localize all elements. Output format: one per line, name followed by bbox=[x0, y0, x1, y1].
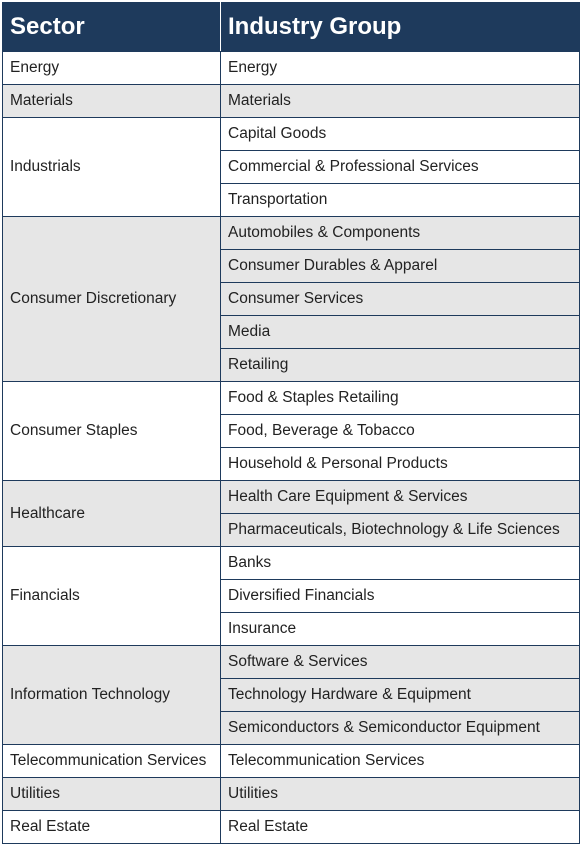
industry-group-cell: Consumer Durables & Apparel bbox=[221, 250, 580, 283]
sector-cell: Healthcare bbox=[3, 481, 221, 547]
table-row bbox=[3, 547, 580, 580]
table-header bbox=[3, 3, 580, 52]
industry-group-cell: Transportation bbox=[221, 184, 580, 217]
table-row bbox=[3, 745, 580, 778]
industry-group-cell: Food & Staples Retailing bbox=[221, 382, 580, 415]
industry-group-cell: Diversified Financials bbox=[221, 580, 580, 613]
sector-cell: Industrials bbox=[3, 118, 221, 217]
industry-group-cell: Semiconductors & Semiconductor Equipment bbox=[221, 712, 580, 745]
industry-group-cell: Software & Services bbox=[221, 646, 580, 679]
industry-group-cell: Household & Personal Products bbox=[221, 448, 580, 481]
industry-group-cell: Banks bbox=[221, 547, 580, 580]
industry-group-cell: Capital Goods bbox=[221, 118, 580, 151]
sector-column-header: Sector bbox=[3, 3, 221, 52]
sector-cell: Consumer Staples bbox=[3, 382, 221, 481]
table-row bbox=[3, 382, 580, 415]
sector-cell: Materials bbox=[3, 85, 221, 118]
sector-cell: Utilities bbox=[3, 778, 221, 811]
table-body bbox=[3, 52, 580, 844]
industry-group-cell: Consumer Services bbox=[221, 283, 580, 316]
industry-group-cell: Insurance bbox=[221, 613, 580, 646]
table-row bbox=[3, 646, 580, 679]
industry-group-cell: Materials bbox=[221, 85, 580, 118]
sector-cell: Telecommunication Services bbox=[3, 745, 221, 778]
industry-group-cell: Automobiles & Components bbox=[221, 217, 580, 250]
industry-group-cell: Media bbox=[221, 316, 580, 349]
sector-cell: Real Estate bbox=[3, 811, 221, 844]
sector-cell: Information Technology bbox=[3, 646, 221, 745]
header-row bbox=[3, 3, 580, 52]
industry-group-cell: Pharmaceuticals, Biotechnology & Life Sciences bbox=[221, 514, 580, 547]
industry-group-cell: Telecommunication Services bbox=[221, 745, 580, 778]
sector-cell: Financials bbox=[3, 547, 221, 646]
industry-group-column-header: Industry Group bbox=[221, 3, 580, 52]
table-row bbox=[3, 118, 580, 151]
industry-group-cell: Health Care Equipment & Services bbox=[221, 481, 580, 514]
table-row bbox=[3, 217, 580, 250]
sector-industry-table bbox=[2, 2, 580, 844]
table-row bbox=[3, 778, 580, 811]
sector-cell: Consumer Discretionary bbox=[3, 217, 221, 382]
sector-cell: Energy bbox=[3, 52, 221, 85]
industry-group-cell: Energy bbox=[221, 52, 580, 85]
industry-group-cell: Retailing bbox=[221, 349, 580, 382]
industry-group-cell: Real Estate bbox=[221, 811, 580, 844]
table-row bbox=[3, 52, 580, 85]
industry-group-cell: Commercial & Professional Services bbox=[221, 151, 580, 184]
industry-group-cell: Food, Beverage & Tobacco bbox=[221, 415, 580, 448]
table-row bbox=[3, 811, 580, 844]
table-row bbox=[3, 481, 580, 514]
industry-group-cell: Utilities bbox=[221, 778, 580, 811]
industry-group-cell: Technology Hardware & Equipment bbox=[221, 679, 580, 712]
table-row bbox=[3, 85, 580, 118]
